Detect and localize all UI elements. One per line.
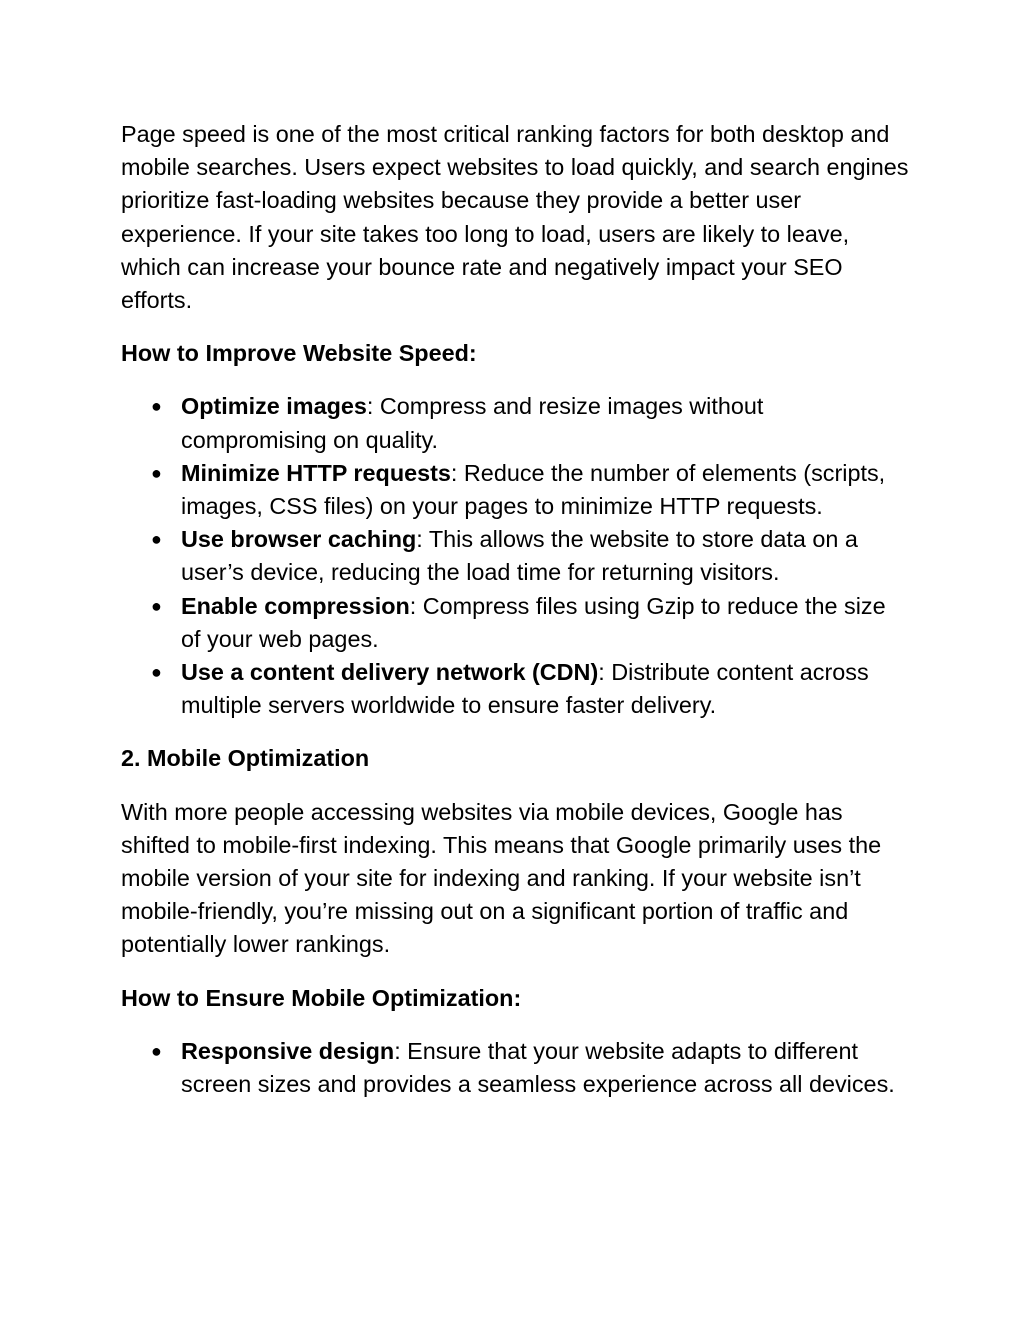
bullet-icon: ● xyxy=(151,595,162,616)
tip-term: Responsive design xyxy=(181,1037,395,1064)
bullet-icon: ● xyxy=(151,662,162,683)
list-item xyxy=(121,523,911,589)
tip-term: Optimize images xyxy=(181,393,367,420)
tip-term: Minimize HTTP requests xyxy=(181,459,451,486)
bullet-icon: ● xyxy=(151,529,162,550)
mobile-tips-list xyxy=(121,1035,911,1101)
bullet-icon: ● xyxy=(151,396,162,417)
tip-text: : Compress and resize images without compromising on quality. xyxy=(181,393,764,453)
tip-text: : Reduce the number of elements (scripts, images, CSS files) on your pages to minimize HTTP requests. xyxy=(181,459,886,520)
speed-tips-list xyxy=(121,390,911,722)
mobile-heading: How to Ensure Mobile Optimization: xyxy=(121,984,522,1011)
list-item xyxy=(121,656,911,722)
document-page xyxy=(121,118,911,1121)
list-item xyxy=(121,390,911,456)
tip-text: : Distribute content across multiple servers worldwide to ensure faster delivery. xyxy=(181,659,869,719)
tip-text: : Ensure that your website adapts to different screen sizes and provides a seamless experience across all devices. xyxy=(181,1037,895,1098)
tip-term: Enable compression xyxy=(181,592,410,619)
list-item xyxy=(121,590,911,656)
mobile-section-heading: 2. Mobile Optimization xyxy=(121,745,370,772)
tip-text: : This allows the website to store data on a user’s device, reducing the load time for returning visitors. xyxy=(181,526,858,586)
tip-term: Use a content delivery network (CDN) xyxy=(181,659,599,686)
tip-text: : Compress files using Gzip to reduce the size of your web pages. xyxy=(181,592,886,652)
bullet-icon: ● xyxy=(151,462,162,483)
list-item xyxy=(121,457,911,523)
tip-term: Use browser caching xyxy=(181,526,417,553)
mobile-paragraph: With more people accessing websites via mobile devices, Google has shifted to mobile-first indexing. This means that Google primarily uses the mobile version of your site for indexing and ranking. If your website isn’t mobile-friendly, you’re missing out on a significant portion of traffic and potentially lower rankings. xyxy=(121,798,882,958)
speed-heading: How to Improve Website Speed: xyxy=(121,340,477,367)
list-item xyxy=(121,1035,911,1101)
intro-paragraph: Page speed is one of the most critical ranking factors for both desktop and mobile searches. Users expect websites to load quickly, and search engines prioritize fast-loading websites because they provide a better user experience. If your site takes too long to load, users are likely to leave, which can increase your bounce rate and negatively impact your SEO efforts. xyxy=(121,121,909,314)
bullet-icon: ● xyxy=(151,1040,162,1061)
